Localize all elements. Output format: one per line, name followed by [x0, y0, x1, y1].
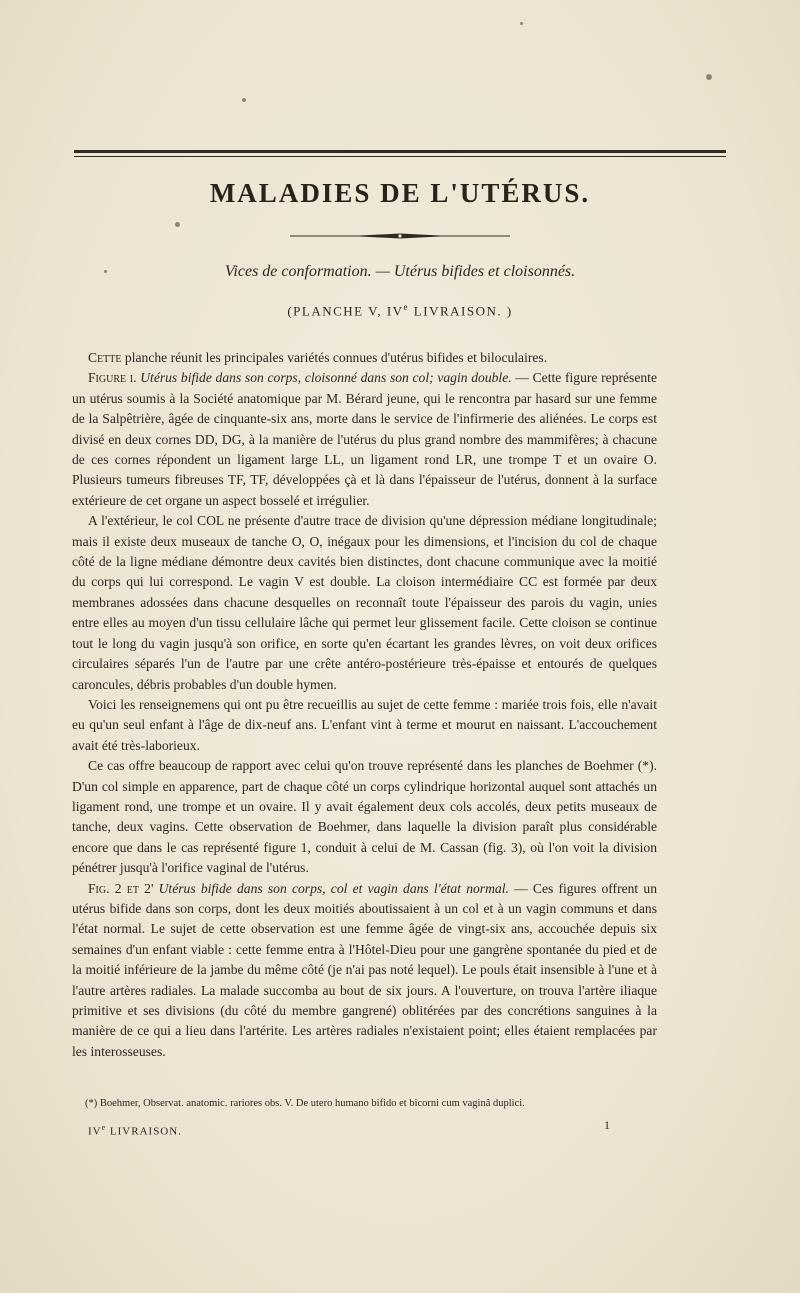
- footnote: (*) Boehmer, Observat. anatomic. rariores obs. V. De utero humano bifido et bicorni cum vaginâ duplici.: [85, 1098, 525, 1109]
- livraison-superscript: e: [101, 1123, 107, 1132]
- foxing-spot: [706, 74, 712, 80]
- section-subtitle: Vices de conformation. — Utérus bifides et cloisonnés.: [224, 263, 576, 280]
- plate-label: (PLANCHE V, IV: [287, 303, 404, 319]
- foxing-spot: [175, 222, 180, 227]
- paragraph-1: [72, 348, 657, 368]
- figure-label: Figure i.: [88, 370, 137, 386]
- plate-label-end: LIVRAISON. ): [409, 303, 513, 319]
- paragraph-text: planche réunit les principales variétés connues d'utérus bifides et biloculaires.: [121, 350, 548, 365]
- livraison-label: IV: [88, 1125, 102, 1138]
- figure-caption: Utérus bifide dans son corps, col et vagin dans l'état normal.: [153, 880, 509, 896]
- figure-caption: Utérus bifide dans son corps, cloisonné dans son col; vagin double.: [136, 370, 512, 386]
- header-thin-rule: [74, 156, 726, 157]
- page-number: 1: [604, 1118, 610, 1132]
- paragraph-lead: Cette: [88, 350, 122, 365]
- paragraph-5: Ce cas offre beaucoup de rapport avec celui qu'on trouve représenté dans les planches de Boehmer (*). D'un col simple en apparence, part de chaque côté un corps cylindrique horizontal auquel sont attachés un ligament rond, une trompe et un ovaire. Il y avait également deux cols accolés, deux petits museaux de tanche, deux vagins. Cette observation de Boehmer, dans laquelle la division paraît plus considérable encore que dans le cas représenté figure 1, conduit à celui de M. Cassan (fig. 3), où l'on voit la division pénétrer jusqu'à l'orifice vaginal de l'utérus.: [72, 758, 657, 876]
- paragraph-text: — Cette figure représente un utérus soumis à la Société anatomique par M. Bérard jeune, qui le rencontra par hasard sur une femme de la Salpêtrière, âgée de cinquante-six ans, morte dans le service de l'infirmerie des aliénées. Le corps est divisé en deux cornes DD, DG, à la manière de l'utérus du plus grand nombre des mammifères; à chacune de ces cornes répondent un ligament large LL, un ligament rond LR, une trompe T et un ovaire O. Plusieurs tumeurs fibreuses TF, TF, développées çà et là dans l'épaisseur de l'utérus, donnent à la surface extérieure de cet organe un aspect bosselé et irrégulier.: [72, 370, 657, 508]
- paragraph-6: [72, 879, 657, 1063]
- foxing-spot: [242, 98, 246, 102]
- plate-superscript: e: [403, 302, 410, 312]
- livraison-signature: [88, 1123, 182, 1138]
- figure-label: Fig. 2 et 2': [88, 880, 154, 896]
- ornament-rule-icon: [290, 232, 510, 240]
- foxing-spot: [104, 270, 107, 273]
- livraison-label-end: LIVRAISON.: [106, 1125, 182, 1138]
- paragraph-3: A l'extérieur, le col COL ne présente d'autre trace de division qu'une dépression médiane longitudinale; mais il existe deux museaux de tanche O, O, inégaux pour les dimensions, et l'incision du col de chaque côté de la ligne médiane démontre deux cavités bien distinctes, dont chacune communique avec la moitié du corps qui lui correspond. Le vagin V est double. La cloison intermédiaire CC est formée par deux membranes adossées dans chacune desquelles on reconnaît toute l'épaisseur des parois du vagin, unies entre elles au moyen d'un tissu cellulaire lâche qui permet leur glissement facile. Cette cloison se continue tout le long du vagin jusqu'à son orifice, en sorte qu'en écartant les grandes lèvres, on voit deux orifices circulaires séparés l'un de l'autre par une crête antéro-postérieure très-épaisse et entourés de quelques caroncules, débris probables d'un double hymen.: [72, 513, 657, 692]
- page-title: MALADIES DE L'UTÉRUS.: [209, 178, 591, 208]
- paragraph-2: [72, 368, 657, 511]
- plate-reference: [0, 302, 800, 319]
- paragraph-4: Voici les renseignemens qui ont pu être recueillis au sujet de cette femme : mariée trois fois, elle n'avait eu qu'un seul enfant à l'âge de dix-neuf ans. L'enfant vint à terme et mourut en naissant. L'accouchement avait été très-laborieux.: [72, 696, 657, 753]
- foxing-spot: [520, 22, 523, 25]
- body-text: [72, 348, 657, 1062]
- paragraph-text: — Ces figures offrent un utérus bifide dans son corps, dont les deux moitiés aboutissaient à un col et à un vagin communs et dans l'état normal. Le sujet de cette observation est une femme âgée de vingt-six ans, accouchée depuis six semaines d'un enfant viable : cette femme entra à l'Hôtel-Dieu pour une gangrène spontanée du pied et de la moitié inférieure de la jambe du même côté (je n'ai pas noté lequel). Le pouls était insensible à l'une et à l'autre artères radiales. La malade succomba au bout de six jours. A l'ouverture, on trouva l'artère iliaque primitive et ses divisions (du côté du membre gangrené) oblitérées par des concrétions sanguines à la manière de ce qui a lieu dans l'artérite. Les artères radiales n'existaient point; elles étaient remplacées par les interosseuses.: [72, 880, 658, 1059]
- header-thick-rule: [74, 150, 726, 153]
